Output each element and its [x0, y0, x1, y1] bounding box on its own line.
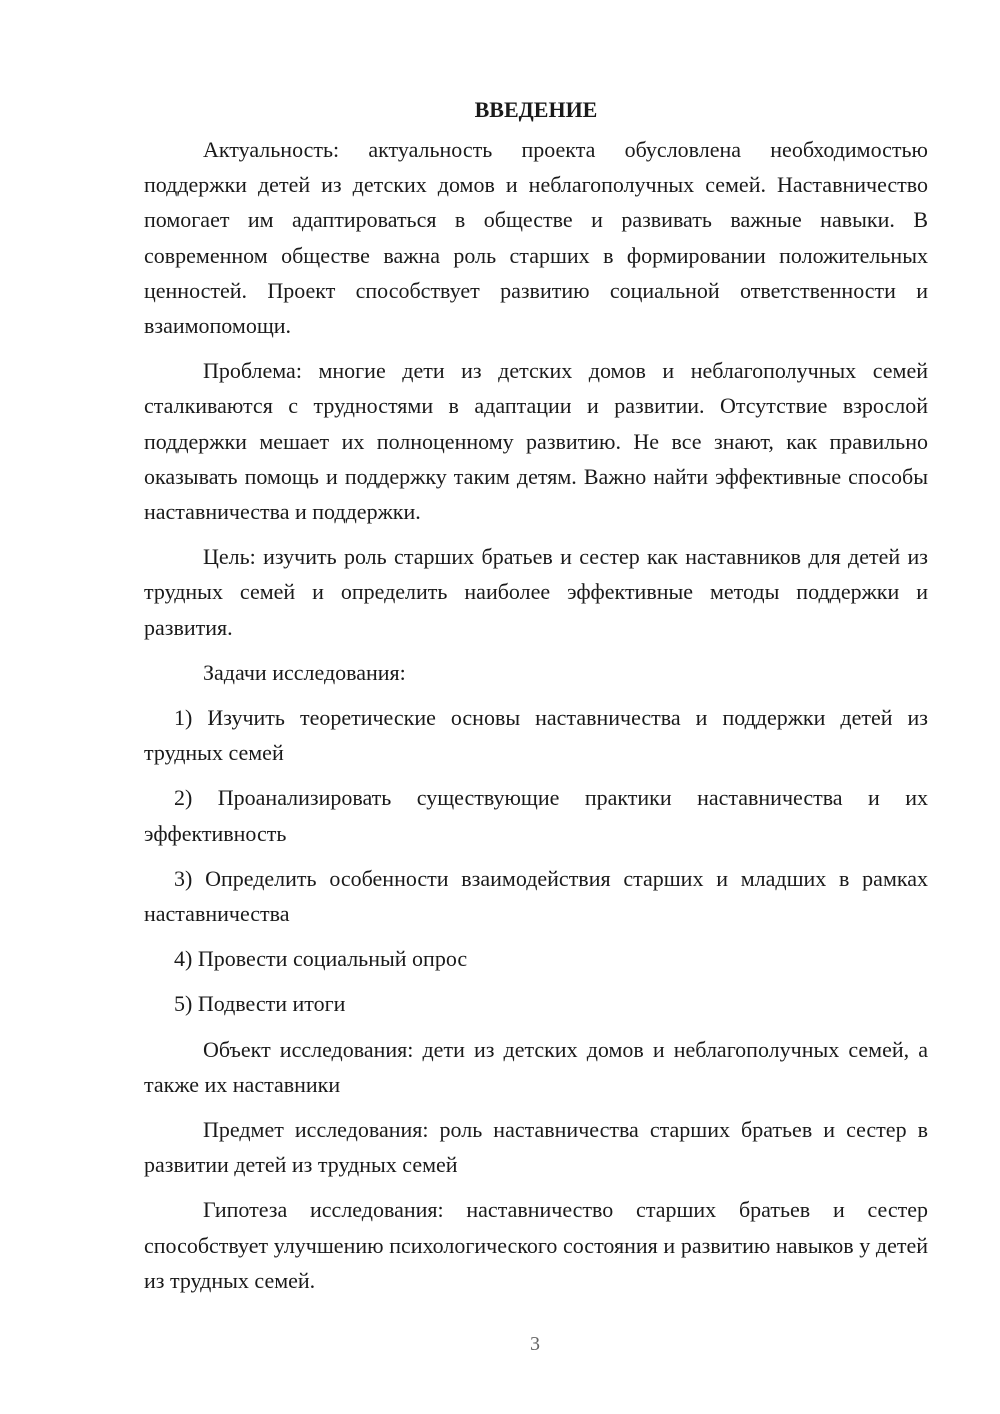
task-item-1: 1) Изучить теоретические основы наставничества и поддержки детей из трудных семей: [144, 705, 928, 766]
document-page: [144, 92, 928, 1308]
object-paragraph: Объект исследования: дети из детских домов и неблагополучных семей, а также их наставники: [144, 1036, 928, 1097]
task-item-5: 5) Подвести итоги: [174, 991, 346, 1017]
problem-paragraph: Проблема: многие дети из детских домов и неблагополучных семей сталкиваются с трудностями в адаптации и развитии. Отсутствие взрослой поддержки мешает их полноценному развитию. Не все знают, как правильно оказывать помощь и поддержку таким детям. Важно найти эффективные способы наставничества и поддержки.: [144, 358, 928, 525]
relevance-paragraph: Актуальность: актуальность проекта обусловлена необходимостью поддержки детей из детских домов и неблагополучных семей. Наставничество помогает им адаптироваться в обществе и развивать важные навыки. В современном обществе важна роль старших в формировании положительных ценностей. Проект способствует развитию социальной ответственности и взаимопомощи.: [144, 137, 928, 339]
task-item-4: 4) Провести социальный опрос: [174, 946, 468, 972]
hypothesis-paragraph: Гипотеза исследования: наставничество старших братьев и сестер способствует улучшению психологического состояния и развитию навыков у детей из трудных семей.: [144, 1197, 928, 1293]
section-heading: ВВЕДЕНИЕ: [474, 97, 598, 122]
task-item-3: 3) Определить особенности взаимодействия старших и младших в рамках наставничества: [144, 865, 928, 927]
page-number: 3: [530, 1333, 540, 1355]
subject-paragraph: Предмет исследования: роль наставничества старших братьев и сестер в развитии детей из трудных семей: [144, 1117, 928, 1178]
goal-paragraph: Цель: изучить роль старших братьев и сестер как наставников для детей из трудных семей и определить наиболее эффективные методы поддержки и развития.: [144, 544, 928, 640]
tasks-heading: Задачи исследования:: [203, 659, 406, 685]
task-item-2: 2) Проанализировать существующие практики наставничества и их эффективность: [144, 785, 928, 846]
